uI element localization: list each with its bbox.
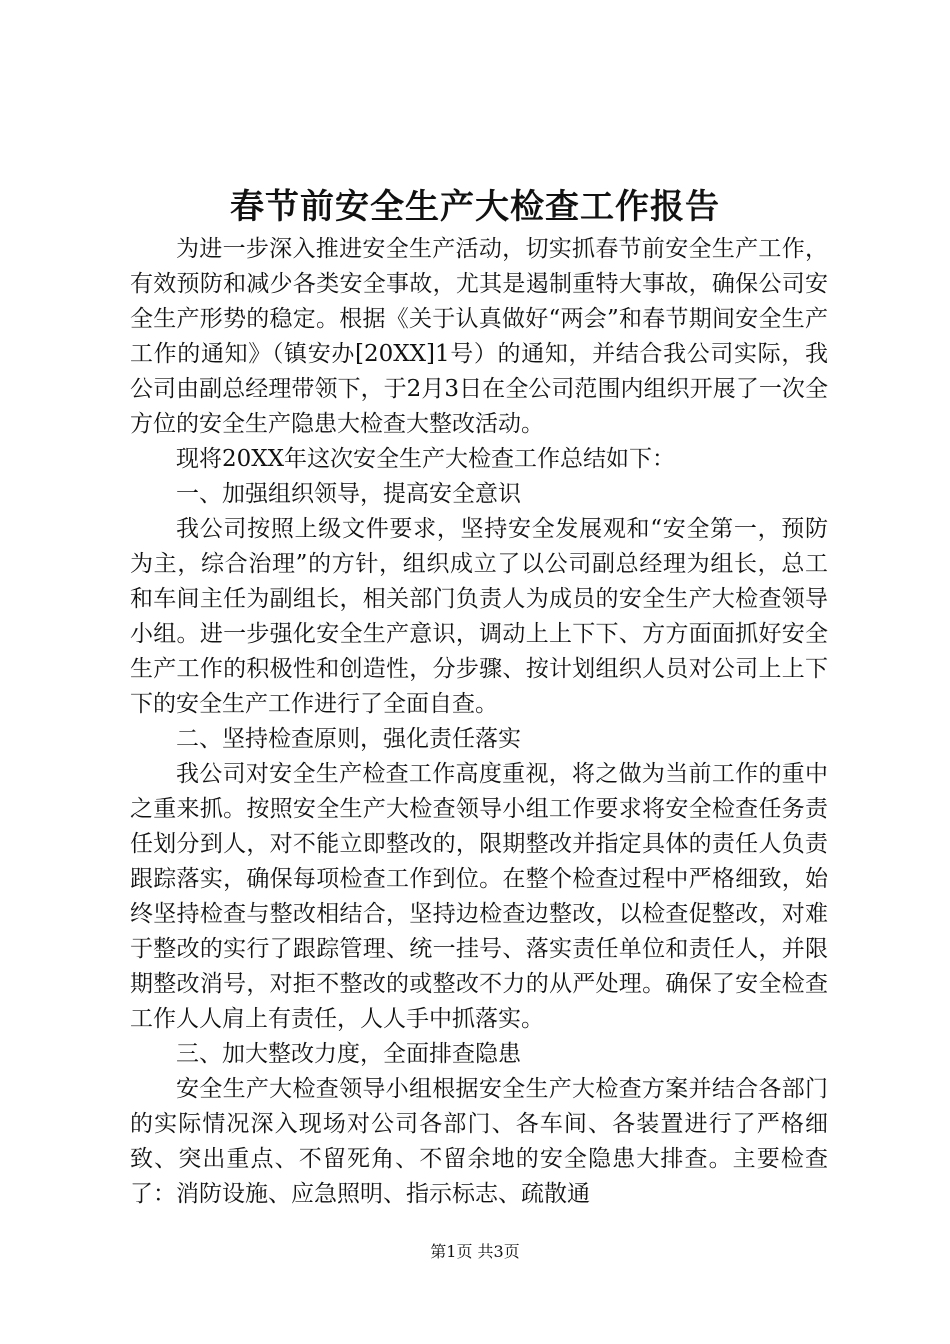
section-heading-2: 二、坚持检查原则，强化责任落实: [176, 726, 521, 752]
paragraph-section-1: 我公司按照上级文件要求，坚持安全发展观和“安全第一，预防为主，综合治理”的方针，组织成立了以公司副总经理为组长，总工和车间主任为副组长，相关部门负责人为成员的安全生产大检查领导小组。进一步强化安全生产意识，调动上上下下、方方面面抓好安全生产工作的积极性和创造性，分步骤、按计划组织人员对公司上上下下的安全生产工作进行了全面自查。: [130, 516, 828, 717]
document-body: [130, 232, 828, 1212]
paragraph-intro: 为进一步深入推进安全生产活动，切实抓春节前安全生产工作，有效预防和减少各类安全事故，尤其是遏制重特大事故，确保公司安全生产形势的稳定。根据《关于认真做好“两会”和春节期间安全生产工作的通知》（镇安办[20XX]1号）的通知，并结合我公司实际，我公司由副总经理带领下，于2月3日在全公司范围内组织开展了一次全方位的安全生产隐患大检查大整改活动。: [130, 236, 828, 437]
paragraph-summary-lead: 现将20XX年这次安全生产大检查工作总结如下：: [176, 446, 676, 472]
paragraph-section-2: 我公司对安全生产检查工作高度重视，将之做为当前工作的重中之重来抓。按照安全生产大检查领导小组工作要求将安全检查任务责任划分到人，对不能立即整改的，限期整改并指定具体的责任人负责跟踪落实，确保每项检查工作到位。在整个检查过程中严格细致，始终坚持检查与整改相结合，坚持边检查边整改，以检查促整改，对难于整改的实行了跟踪管理、统一挂号、落实责任单位和责任人，并限期整改消号，对拒不整改的或整改不力的从严处理。确保了安全检查工作人人肩上有责任，人人手中抓落实。: [130, 761, 828, 1032]
section-heading-1: 一、加强组织领导，提高安全意识: [176, 481, 521, 507]
paragraph-section-3: 安全生产大检查领导小组根据安全生产大检查方案并结合各部门的实际情况深入现场对公司各部门、各车间、各装置进行了严格细致、突出重点、不留死角、不留余地的安全隐患大排查。主要检查了：消防设施、应急照明、指示标志、疏散通: [130, 1076, 828, 1207]
document-title: 春节前安全生产大检查工作报告: [230, 187, 720, 227]
page-number-footer: 第1页 共3页: [430, 1242, 520, 1261]
section-heading-3: 三、加大整改力度，全面排查隐患: [176, 1041, 521, 1067]
